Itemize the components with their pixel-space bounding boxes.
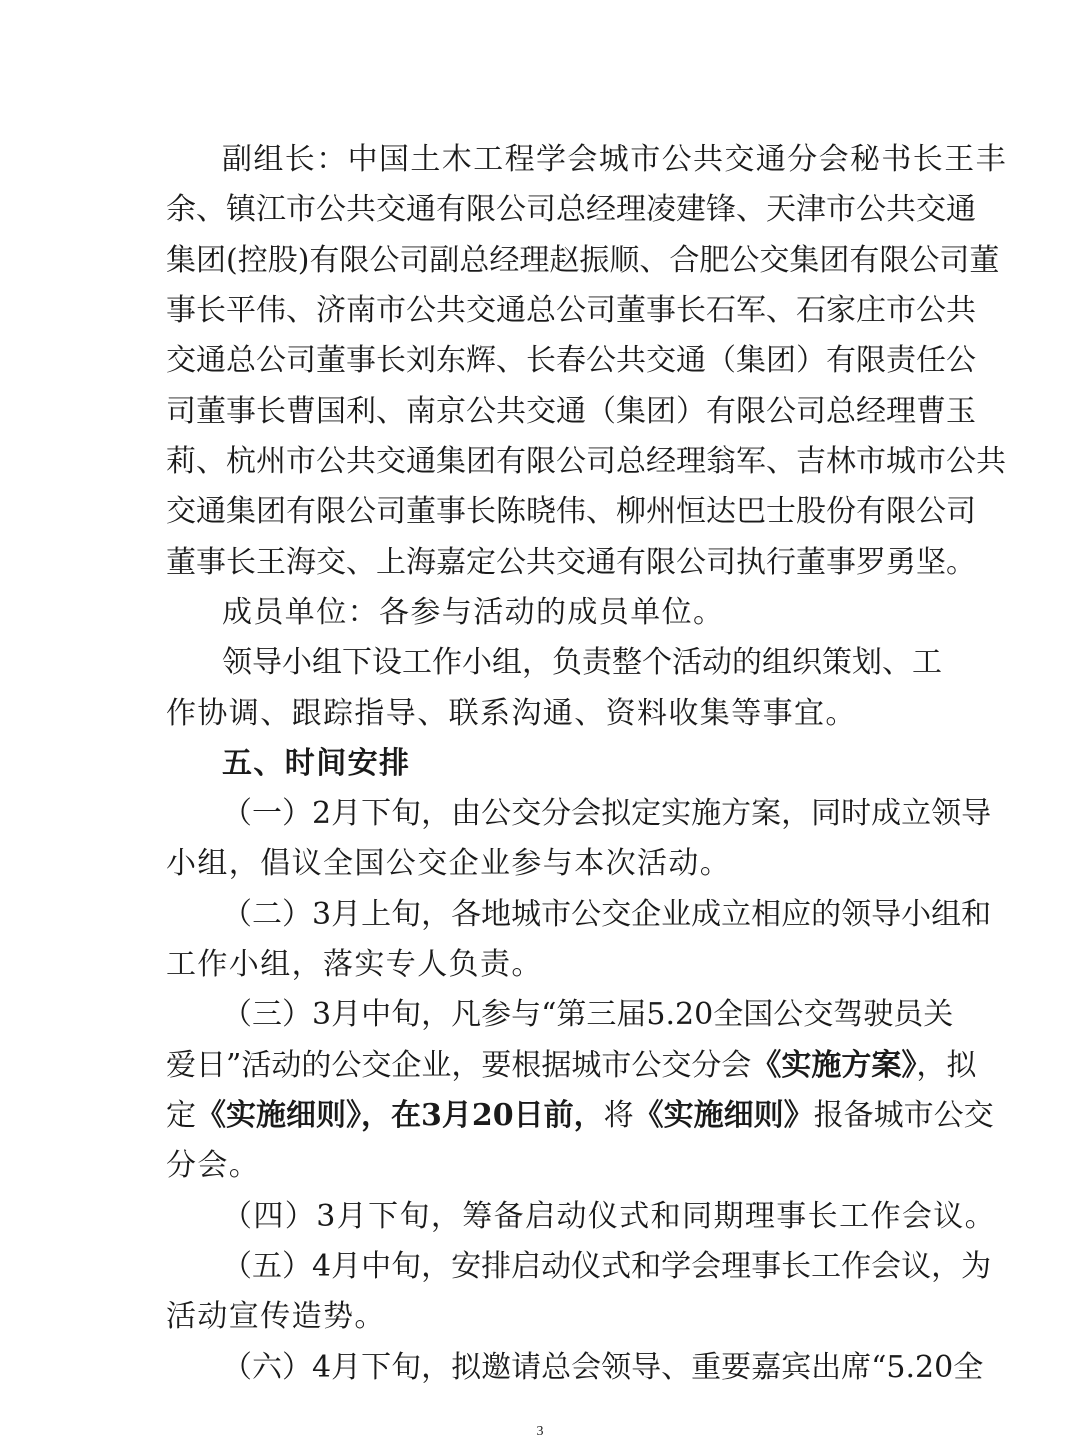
schedule-item-5-line-1: （五）4月中旬，安排启动仪式和学会理事长工作会议，为 [222, 1249, 992, 1284]
working-group-line-2: 作协调、跟踪指导、联系沟通、资料收集等事宜。 [166, 696, 857, 731]
deputy-leader-line-2: 余、镇江市公共交通有限公司总经理凌建锋、天津市公共交通 [166, 192, 976, 227]
schedule-item-3-line-1: （三）3月中旬，凡参与“第三届5.20全国公交驾驶员关 [222, 997, 954, 1032]
deputy-leader-line-8: 交通集团有限公司董事长陈晓伟、柳州恒达巴士股份有限公司 [166, 494, 976, 529]
schedule-item-1-line-1: （一）2月下旬，由公交分会拟定实施方案，同时成立领导 [222, 796, 992, 831]
item-3-implementation-plan-title: 《实施方案》 [751, 1048, 917, 1083]
deputy-leader-line-3: 集团(控股)有限公司副总经理赵振顺、合肥公交集团有限公司董 [166, 243, 1000, 278]
item-3-line-2-text-a: 爱日”活动的公交企业，要根据城市公交分会 [166, 1048, 752, 1083]
schedule-heading: 五、时间安排 [222, 746, 411, 781]
page-number: 3 [536, 1424, 544, 1439]
schedule-item-5-line-2: 活动宣传造势。 [166, 1299, 386, 1334]
item-3-line-3-text-c: 将 [603, 1098, 634, 1133]
schedule-item-3-line-2 [166, 1048, 977, 1084]
schedule-item-2-line-2: 工作小组，落实专人负责。 [166, 947, 543, 982]
deputy-leader-line-6: 司董事长曹国利、南京公共交通（集团）有限公司总经理曹玉 [166, 394, 976, 429]
schedule-item-4-line-1: （四）3月下旬，筹备启动仪式和同期理事长工作会议。 [222, 1199, 997, 1234]
schedule-item-3-line-4: 分会。 [166, 1148, 261, 1183]
deputy-leader-line-1: 副组长：中国土木工程学会城市公共交通分会秘书长王丰 [222, 142, 1007, 177]
schedule-item-3-line-3 [166, 1098, 994, 1134]
item-3-line-2-text-c: ，拟 [916, 1048, 977, 1083]
deputy-leader-line-9: 董事长王海交、上海嘉定公共交通有限公司执行董事罗勇坚。 [166, 545, 976, 580]
schedule-item-6-line-1: （六）4月下旬，拟邀请总会领导、重要嘉宾出席“5.20全 [222, 1350, 984, 1385]
deputy-leader-line-4: 事长平伟、济南市公共交通总公司董事长石军、石家庄市公共 [166, 293, 976, 328]
member-units-line: 成员单位：各参与活动的成员单位。 [222, 595, 725, 630]
item-3-line-3-text-e: 报备城市公交 [813, 1098, 994, 1133]
working-group-line-1: 领导小组下设工作小组，负责整个活动的组织策划、工 [222, 645, 942, 680]
item-3-line-3-text-a: 定 [166, 1098, 196, 1133]
item-3-implementation-rules-title: 《实施细则》 [633, 1098, 814, 1133]
deputy-leader-line-7: 莉、杭州市公共交通集团有限公司总经理翁军、吉林市城市公共 [166, 444, 1006, 479]
deputy-leader-line-5: 交通总公司董事长刘东辉、长春公共交通（集团）有限责任公 [166, 343, 976, 378]
schedule-item-2-line-1: （二）3月上旬，各地城市公交企业成立相应的领导小组和 [222, 897, 992, 932]
schedule-item-1-line-2: 小组，倡议全国公交企业参与本次活动。 [166, 846, 732, 881]
item-3-deadline-bold: 《实施细则》，在3月20日前， [196, 1098, 604, 1133]
